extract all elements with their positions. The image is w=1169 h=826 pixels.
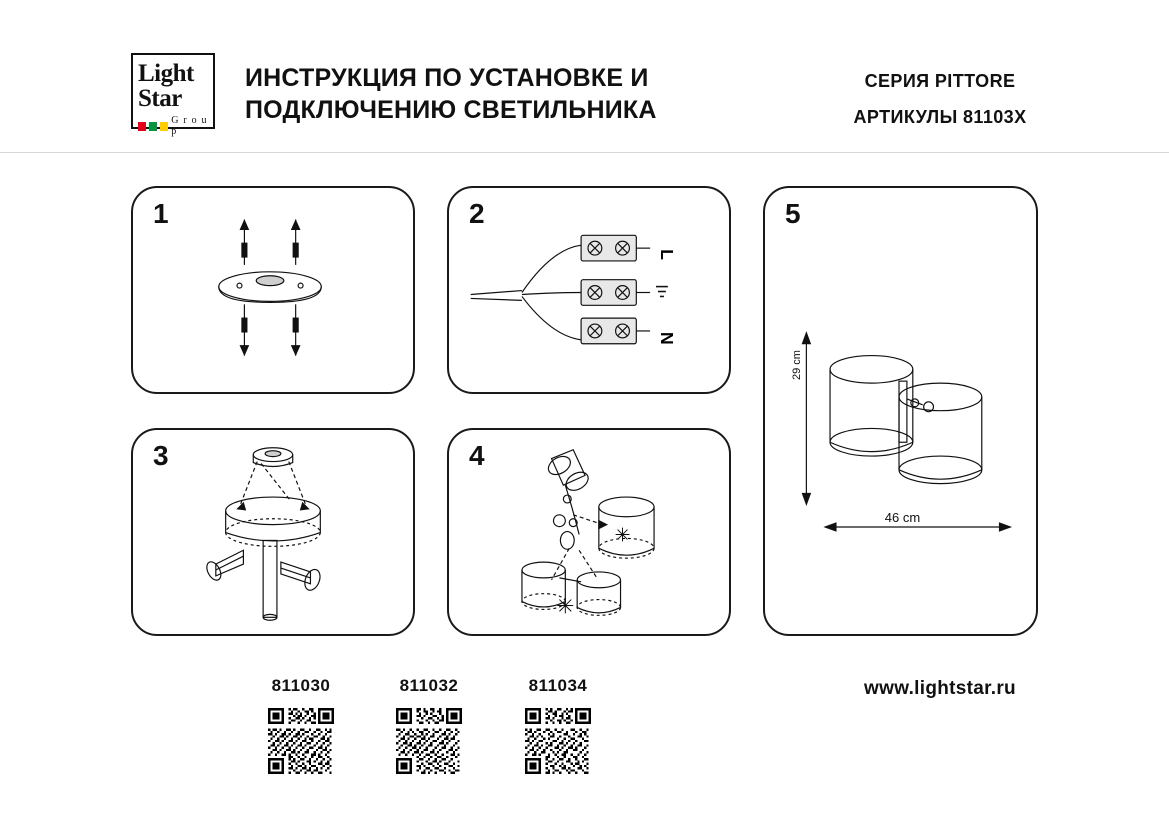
step-4-illustration (449, 430, 729, 635)
dimension-width-label: 46 cm (884, 510, 921, 525)
step-number-1: 1 (153, 198, 169, 229)
step-panel-5 (763, 186, 1038, 636)
logo-group-text: G r o u p (171, 115, 208, 137)
qr-code-icon (396, 708, 462, 774)
terminal-label-neutral: N (656, 331, 677, 345)
step-1-illustration (133, 188, 413, 393)
step-number-4: 4 (469, 440, 485, 471)
step-panel-2 (447, 186, 731, 394)
header-divider (0, 152, 1169, 153)
lightstar-logo (131, 53, 215, 137)
step-5-illustration (765, 188, 1036, 631)
product-code-group (236, 676, 366, 774)
step-3-illustration (133, 430, 413, 635)
step-number-2: 2 (469, 198, 485, 229)
earth-symbol (656, 287, 668, 297)
article-number: АРТИКУЛЫ 81103Х (853, 107, 1027, 127)
logo-line-light: Light (138, 60, 194, 87)
product-code-group (493, 676, 623, 774)
product-code-label: 811034 (528, 676, 588, 695)
step-number-3: 3 (153, 440, 169, 471)
step-panel-3 (131, 428, 415, 636)
qr-code-icon (525, 708, 591, 774)
series-info (810, 66, 1070, 132)
step-panel-4 (447, 428, 731, 636)
product-code-label: 811032 (399, 676, 459, 695)
logo-swatch-red (138, 122, 146, 131)
step-2-illustration (449, 188, 729, 393)
logo-swatch-yellow (160, 122, 168, 131)
terminal-label-live: L (656, 249, 677, 260)
website-url[interactable]: www.lightstar.ru (864, 678, 1016, 699)
qr-code-icon (268, 708, 334, 774)
dimension-height-label: 29 cm (791, 350, 803, 380)
product-code-group (364, 676, 494, 774)
series-name: СЕРИЯ PITTORE (864, 71, 1016, 91)
logo-line-star: Star (138, 85, 182, 112)
page-title: ИНСТРУКЦИЯ ПО УСТАНОВКЕ И ПОДКЛЮЧЕНИЮ СВЕТИЛЬНИКА (245, 64, 657, 124)
product-code-label: 811030 (271, 676, 331, 695)
logo-swatch-green (149, 122, 157, 131)
step-panel-1 (131, 186, 415, 394)
step-number-5: 5 (785, 198, 801, 229)
logo-group-row (138, 115, 213, 137)
